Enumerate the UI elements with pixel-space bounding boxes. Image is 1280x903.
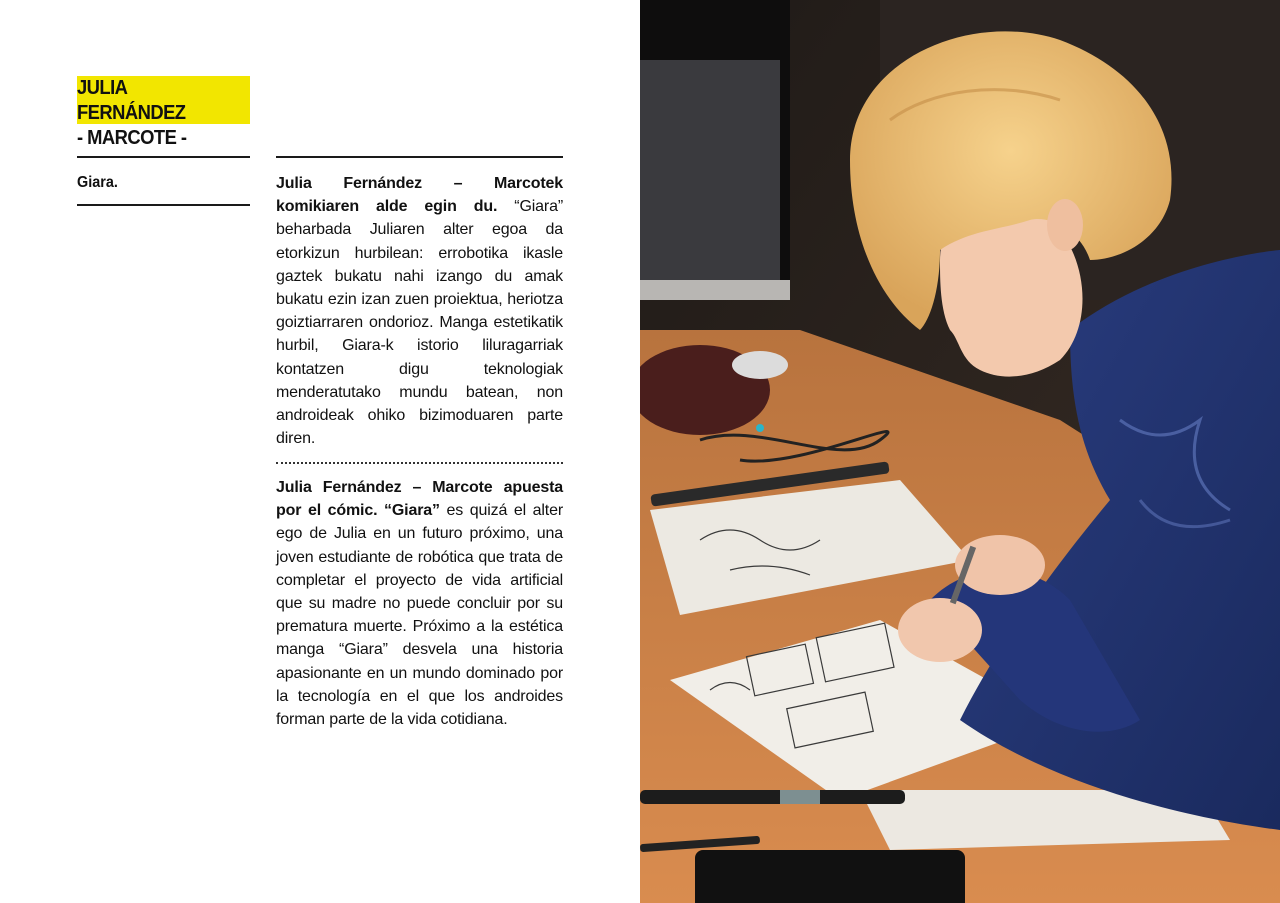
description-spanish <box>276 476 563 731</box>
left-top-rule <box>77 156 250 158</box>
dotted-separator <box>276 462 563 464</box>
left-bottom-rule <box>77 204 250 206</box>
description-basque-lead: Julia Fernández – Marcotek komikiaren alde egin du. <box>276 175 563 216</box>
artist-name-line1: JULIA FERNÁNDEZ <box>77 77 186 124</box>
right-top-rule <box>276 156 563 158</box>
work-title: Giara. <box>77 174 118 191</box>
artist-name-line2: - MARCOTE - <box>77 127 187 149</box>
description-spanish-body: es quizá el alter ego de Julia en un futuro próximo, una joven estudiante de robótica que trata de completar el proyecto de vida artificial que su madre no puede concluir por su prematura muerte. Próximo a la estética manga “Giara” desvela una historia apasionante en un mundo dominado por la tecnología en el que los androides forman parte de la vida cotidiana. <box>276 502 564 729</box>
artist-name <box>77 76 236 151</box>
artist-drawing-photo-illustration <box>640 0 1280 903</box>
description-basque <box>276 172 563 450</box>
artist-photo <box>640 0 1280 903</box>
description-basque-body: “Giara” beharbada Juliaren alter egoa da etorkizun hurbilean: errobotika ikasle gaztek bukatu nahi izango du amak bukatu ezin izan zuen proiektua, heriotza goiztiarraren ondorioz. Manga estetikatik hurbil, Giara-k istorio liluragarriak kontatzen digu teknologiak menderatutako mundu batean, non androideak ohiko bizimoduaren parte diren. <box>276 198 564 448</box>
description-spanish-lead: Julia Fernández – Marcote apuesta por el cómic. “Giara” <box>276 479 563 520</box>
